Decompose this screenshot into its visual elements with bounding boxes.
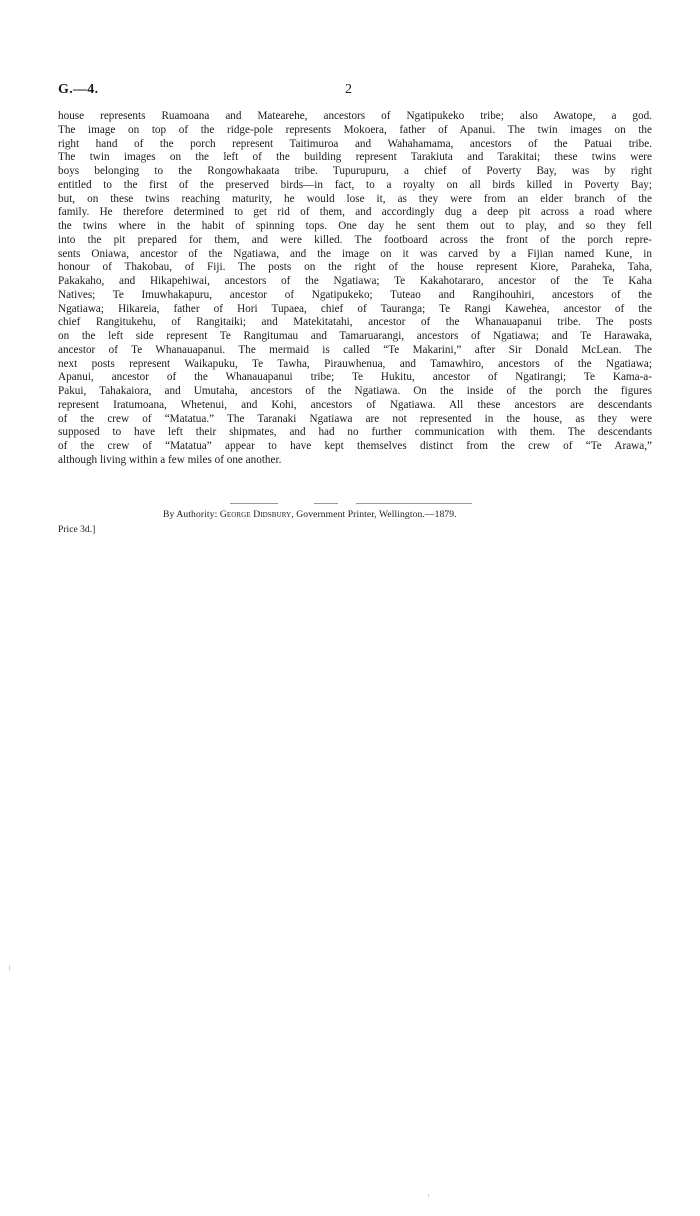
page-header <box>58 82 658 102</box>
footer-rule <box>230 503 490 507</box>
body-line: house represents Ruamoana and Matearehe, ancestors of Ngatipukeko tribe; also Awatope, a god. <box>58 110 652 122</box>
body-line: chief Rangitukehu, of Rangitaiki; and Matekitatahi, ancestor of the Whanauapanui tribe. The posts <box>58 316 652 329</box>
body-line: ancestor of Te Whanauapanui. The mermaid is called “Te Makarini,” after Sir Donald McLean. The <box>58 343 652 356</box>
body-paragraph <box>58 110 652 468</box>
body-line: honour of Thakobau, of Fiji. The posts on the right of the house represent Kiore, Paraheka, Taha, <box>58 261 652 274</box>
body-line: represent Iratumoana, Whetenui, and Kohi, ancestors of Ngatiawa. All these ancestors are descendants <box>58 398 652 411</box>
body-line: into the pit prepared for them, and were killed. The footboard across the front of the porch repre- <box>58 233 652 246</box>
scan-mark <box>428 1194 429 1197</box>
rule-segment <box>314 503 338 504</box>
rule-segment <box>356 503 472 504</box>
body-line: although living within a few miles of one another. <box>58 453 282 466</box>
body-line: next posts represent Waikapuku, Te Tawha, Pirauwhenua, and Tamawhiro, ancestors of the Ngatiawa; <box>58 357 652 370</box>
body-line: The image on top of the ridge-pole represents Mokoera, father of Apanui. The twin images on the <box>58 123 652 136</box>
body-line: supposed to have left their shipmates, and had no further communication with them. The descendants <box>58 426 652 439</box>
page-number: 2 <box>345 82 352 97</box>
printer-name: George Didsbury, <box>219 509 294 520</box>
body-line: family. He therefore determined to get rid of them, and accordingly dug a deep pit across a road where <box>58 206 652 219</box>
price-note: Price 3d.] <box>58 524 96 535</box>
body-line: Natives; Te Imuwhakapuru, ancestor of Ngatipukeko; Tuteao and Rangihouhiri, ancestors of the <box>58 288 652 301</box>
scan-mark <box>9 965 10 971</box>
imprint-prefix: By Authority: <box>163 509 218 520</box>
body-line: Pakakaho, and Hikapehiwai, ancestors of the Ngatiawa; Te Kakahotararo, ancestor of the Te Kaha <box>58 275 652 287</box>
body-line: the twins where in the habit of spinning tops. One day he sent them out to play, and so they fell <box>58 220 652 232</box>
body-line: but, on these twins reaching maturity, he would lose it, as they were from an elder branch of the <box>58 192 652 205</box>
body-line: on the left side represent Te Rangitumau and Tamaruarangi, ancestors of Ngatiawa; and Te Harawaka, <box>58 330 652 342</box>
body-line: Pakui, Tahakaiora, and Umutaha, ancestors of the Ngatiawa. On the inside of the porch the figures <box>58 385 652 397</box>
imprint-suffix: Government Printer, Wellington.—1879. <box>296 509 457 520</box>
body-line: The twin images on the left of the building represent Tarakiuta and Tarakitai; these twins were <box>58 151 652 164</box>
body-line: Ngatiawa; Hikareia, father of Hori Tupaea, chief of Tauranga; Te Rangi Kawehea, ancestor of the <box>58 302 652 315</box>
body-line: entitled to the first of the preserved birds—in fact, to a royalty on all birds killed in Poverty Bay; <box>58 178 652 191</box>
body-line: sents Oniawa, ancestor of the Ngatiawa, and the image on it was carved by a Fijian named Kune, in <box>58 247 652 260</box>
body-line: right hand of the porch represent Taitimuroa and Wahahamama, ancestors of the Patuai tribe. <box>58 137 652 150</box>
body-line: of the crew of “Matatua.” The Taranaki Ngatiawa are not represented in the house, as they were <box>58 412 652 425</box>
printer-imprint <box>163 509 457 520</box>
rule-segment <box>230 503 278 504</box>
body-line: Apanui, ancestor of the Whanauapanui tribe; Te Hukitu, ancestor of Ngatirangi; Te Kama-a- <box>58 371 652 384</box>
document-code: G.—4. <box>58 82 99 97</box>
body-line: boys belonging to the Rongowhakaata tribe. Tupurupuru, a chief of Poverty Bay, was by right <box>58 165 652 177</box>
body-line: of the crew of “Matatua” appear to have kept themselves distinct from the crew of “Te Arawa,” <box>58 440 652 452</box>
